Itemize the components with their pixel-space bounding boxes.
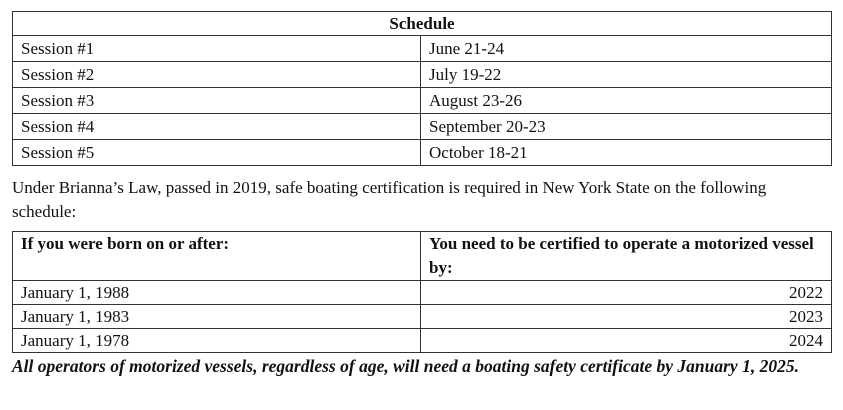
- table-row: [13, 281, 832, 305]
- certificate-deadline-note: All operators of motorized vessels, regardless of age, will need a boating safety certificate by January 1, 2025.: [12, 356, 799, 376]
- session-name: Session #3: [13, 88, 421, 114]
- certification-year: 2024: [421, 329, 832, 353]
- session-name: Session #1: [13, 36, 421, 62]
- law-paragraph: Under Brianna’s Law, passed in 2019, safe boating certification is required in New York State on the following schedule:: [12, 178, 767, 221]
- table-row: [13, 36, 832, 62]
- table-row: [13, 114, 832, 140]
- session-dates: August 23-26: [421, 88, 832, 114]
- certification-table: [12, 231, 832, 353]
- session-dates: September 20-23: [421, 114, 832, 140]
- session-name: Session #4: [13, 114, 421, 140]
- session-dates: July 19-22: [421, 62, 832, 88]
- certified-by-header: You need to be certified to operate a motorized vessel by:: [421, 232, 832, 281]
- certification-year: 2023: [421, 305, 832, 329]
- table-row: [13, 88, 832, 114]
- born-date: January 1, 1978: [13, 329, 421, 353]
- schedule-table: [12, 11, 832, 166]
- session-name: Session #5: [13, 140, 421, 166]
- session-name: Session #2: [13, 62, 421, 88]
- session-dates: October 18-21: [421, 140, 832, 166]
- certification-year: 2022: [421, 281, 832, 305]
- born-date: January 1, 1988: [13, 281, 421, 305]
- born-date: January 1, 1983: [13, 305, 421, 329]
- table-row: [13, 140, 832, 166]
- table-row: [13, 305, 832, 329]
- born-on-header: If you were born on or after:: [13, 232, 421, 281]
- schedule-header-row: [13, 12, 832, 36]
- certification-header-row: [13, 232, 832, 281]
- table-row: [13, 329, 832, 353]
- schedule-title: Schedule: [13, 12, 832, 36]
- table-row: [13, 62, 832, 88]
- session-dates: June 21-24: [421, 36, 832, 62]
